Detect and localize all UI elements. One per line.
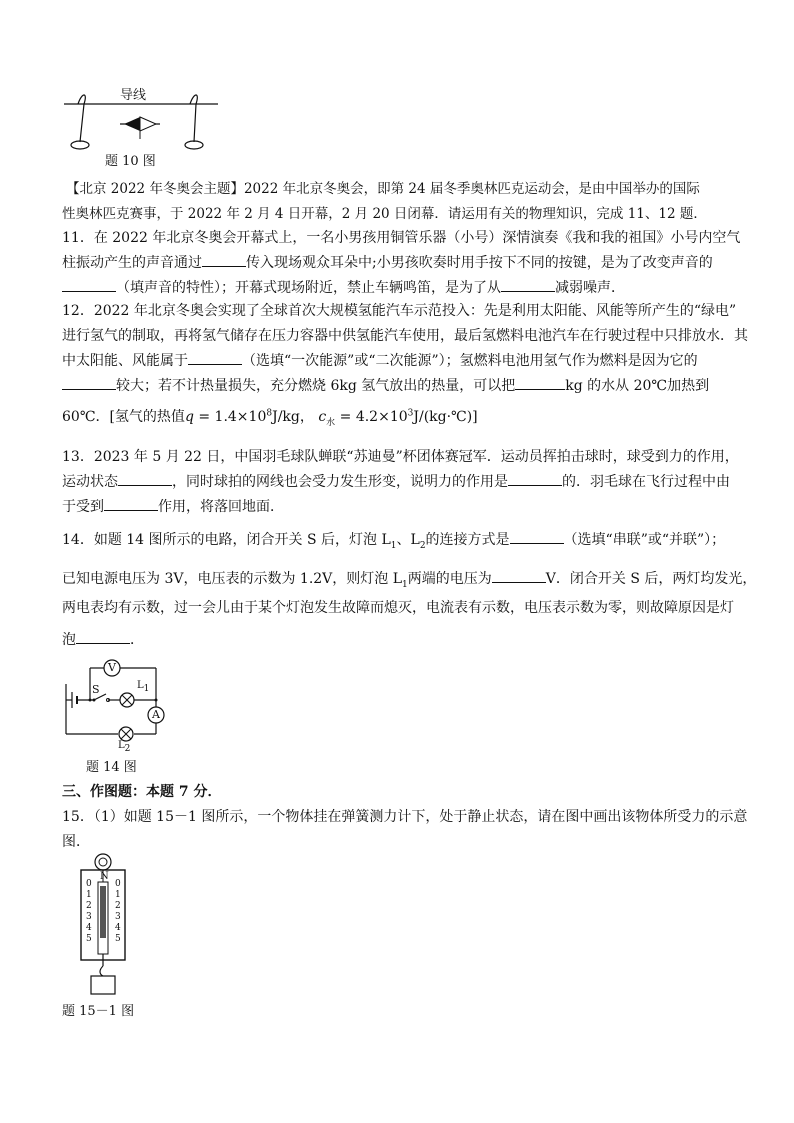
q15-line-1: 15．（1）如题 15－1 图所示，一个物体挂在弹簧测力计下，处于静止状态，请在图中画出该物体所受力的示意 xyxy=(62,809,748,825)
tick-label: 3 xyxy=(115,912,121,922)
scale-ticks-right xyxy=(115,879,125,945)
q12-line-2: 进行氢气的制取，再将氢气储存在压力容器中供氢能汽车使用，最后氢燃料电池汽车在行驶过程中只排放水．其 xyxy=(62,328,748,344)
section-3-heading: 三、作图题：本题 7 分． xyxy=(62,784,222,800)
tick-label: 4 xyxy=(115,923,121,933)
left-pole-base xyxy=(71,141,89,149)
lamp-l1-label: $L_1$ xyxy=(137,680,150,694)
tick-label: 0 xyxy=(86,879,92,889)
voltmeter-label: V xyxy=(108,661,116,674)
answer-blank[interactable] xyxy=(508,472,562,486)
q12-line-1: 12．2022 年北京冬奥会实现了全球首次大规模氢能汽车示范投入：先是利用太阳能、风能等所产生的“绿电” xyxy=(62,303,737,319)
topic-line-2: 性奥林匹克赛事，于 2022 年 2 月 4 日开幕，2 月 20 日闭幕．请运用有关的物理知识，完成 11、12 题． xyxy=(62,206,707,222)
answer-blank[interactable] xyxy=(202,253,246,267)
answer-blank[interactable] xyxy=(118,472,172,486)
left-pole xyxy=(78,95,85,142)
wire-label: 导线 xyxy=(120,88,147,103)
scale-unit-label: N xyxy=(100,871,109,882)
tick-label: 1 xyxy=(115,890,121,900)
tick-label: 2 xyxy=(86,901,92,911)
answer-blank[interactable] xyxy=(104,497,158,511)
figure-15-1-caption: 题 15－1 图 xyxy=(62,1004,135,1019)
hanging-object xyxy=(91,976,115,994)
q14-line-3: 两电表均有示数，过一会儿由于某个灯泡发生故障而熄灭，电流表有示数，电压表示数为零，则故障原因是灯 xyxy=(62,600,734,616)
answer-blank[interactable] xyxy=(62,376,116,390)
tick-label: 5 xyxy=(115,934,121,944)
hanging-ring-inner xyxy=(99,858,107,866)
spring-shading xyxy=(100,886,106,938)
tick-label: 3 xyxy=(86,912,92,922)
q11-line-2: 柱振动产生的声音通过 传入现场观众耳朵中;小男孩吹奏时用手按下不同的按键，是为了改变声音的 xyxy=(62,255,713,271)
tick-label: 2 xyxy=(115,901,121,911)
q12-line-3: 中太阳能、风能属于 （选填“一次能源”或“二次能源”）；氢燃料电池用氢气作为燃料是因为它的 xyxy=(62,353,698,369)
scale-ticks-left xyxy=(86,879,96,945)
compass-needle-dark xyxy=(124,117,140,131)
q11-line-3: （填声音的特性）；开幕式现场附近，禁止车辆鸣笛，是为了从 减弱噪声． xyxy=(62,278,742,297)
tick-label: 0 xyxy=(115,879,121,889)
answer-blank[interactable] xyxy=(62,278,116,292)
q13-line-1: 13．2023 年 5 月 22 日，中国羽毛球队蝉联“苏迪曼”杯团体赛冠军．运动员挥拍击球时，球受到力的作用， xyxy=(62,449,739,465)
q14-line-4: 泡 ． xyxy=(62,632,144,648)
compass-needle-light xyxy=(140,117,156,131)
hanging-ring-outer xyxy=(95,854,111,870)
q12-line-4: 较大；若不计热量损失，充分燃烧 6kg 氢气放出的热量，可以把 kg 的水从 20℃加热到 xyxy=(62,376,742,395)
figure-14-caption: 题 14 图 xyxy=(86,760,137,775)
answer-blank[interactable] xyxy=(76,630,130,644)
topic-line-1: 【北京 2022 年冬奥会主题】2022 年北京冬奥会，即第 24 届冬季奥林匹克运动会，是由中国举办的国际 xyxy=(66,181,700,197)
answer-blank[interactable] xyxy=(515,376,565,390)
switch-label: S xyxy=(92,683,100,696)
lamp-l2-label: $L_2$ xyxy=(118,740,131,754)
tick-label: 4 xyxy=(86,923,92,933)
ammeter-label: A xyxy=(152,708,160,721)
hook xyxy=(100,966,103,976)
answer-blank[interactable] xyxy=(501,278,555,292)
answer-blank[interactable] xyxy=(188,351,242,365)
answer-blank[interactable] xyxy=(510,530,564,544)
q14-line-2: 已知电源电压为 3V，电压表的示数为 1.2V，则灯泡 $L_1$两端的电压为 V．闭合开关 S 后，两灯均发光， xyxy=(62,571,757,590)
answer-blank[interactable] xyxy=(492,569,546,583)
figure-10-caption: 题 10 图 xyxy=(105,154,156,169)
tick-label: 5 xyxy=(86,934,92,944)
right-pole xyxy=(190,95,197,142)
q12-line-5: 60℃．[氢气的热值$q = 1.4\times 10^8J/kg$， $c_水$ = $4.2\times 10^3J/(kg\cdot℃)$] xyxy=(62,408,478,428)
q14-line-1: 14．如题 14 图所示的电路，闭合开关 S 后，灯泡 $L_1$、$L_2$的连接方式是 （选填“串联”或“并联”）； xyxy=(62,532,726,551)
q13-line-3: 于受到 作用，将落回地面． xyxy=(62,499,284,515)
q11-line-1: 11．在 2022 年北京冬奥会开幕式上，一名小男孩用铜管乐器（小号）深情演奏《我和我的祖国》小号内空气 xyxy=(62,230,741,246)
right-pole-base xyxy=(185,141,203,149)
q13-line-2: 运动状态 ，同时球拍的网线也会受力发生形变，说明力的作用是 的．羽毛球在飞行过程中由 xyxy=(62,474,730,490)
q15-line-2: 图． xyxy=(62,834,90,850)
tick-label: 1 xyxy=(86,890,92,900)
